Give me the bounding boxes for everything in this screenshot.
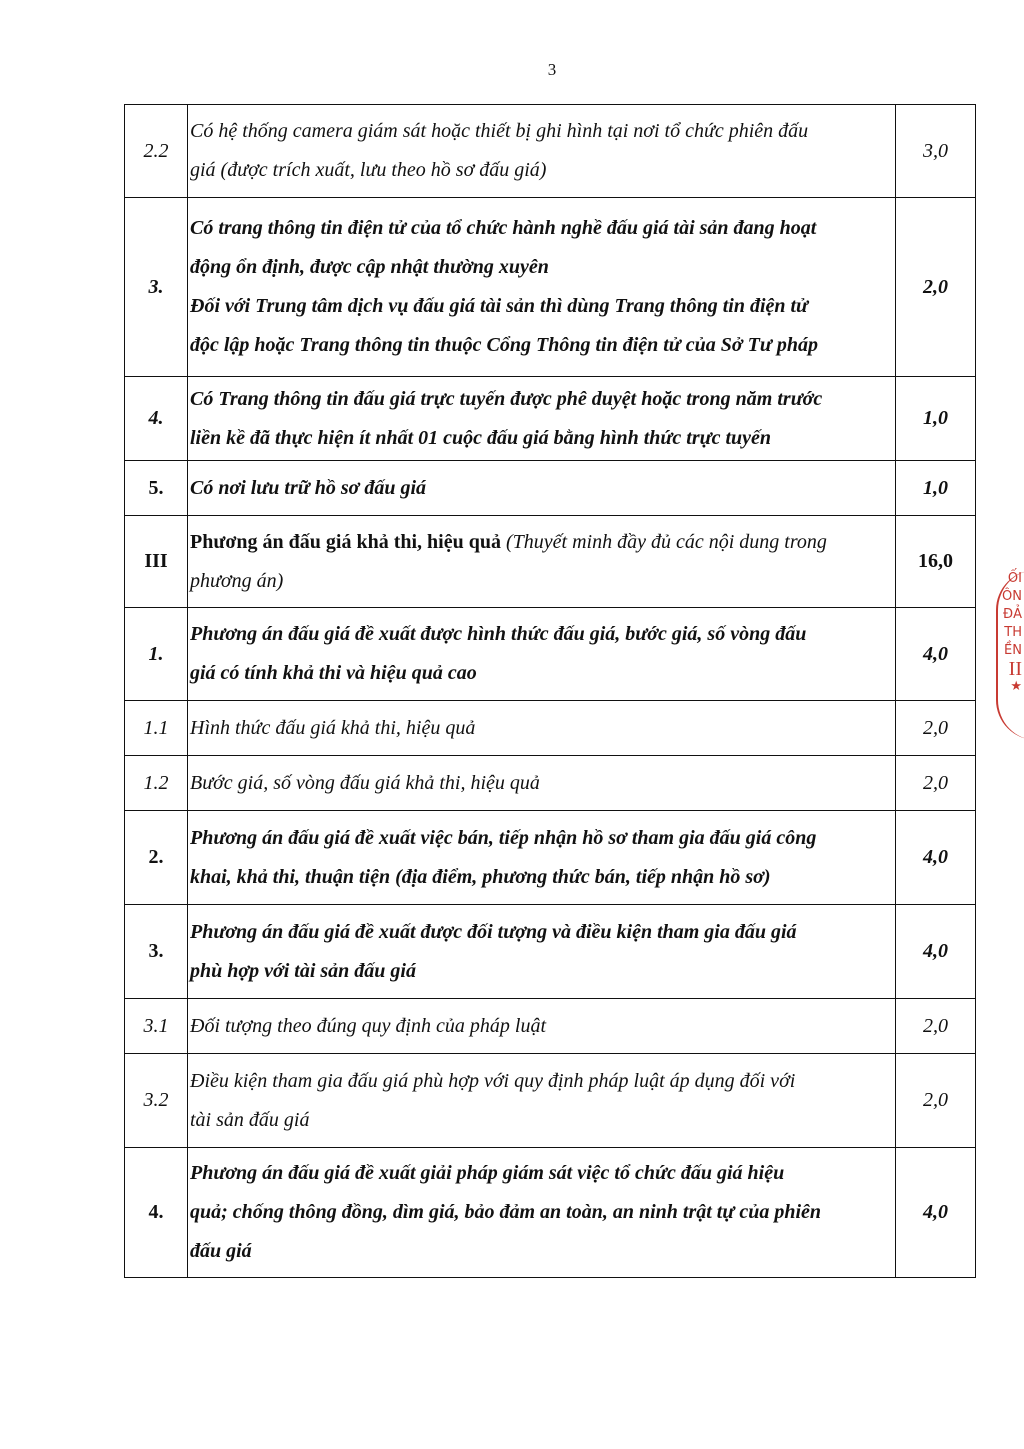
content-italic-text: phương án)	[190, 569, 284, 592]
table-row	[125, 756, 976, 811]
row-score: 4,0	[896, 608, 976, 701]
content-line: giá có tính khả thi và hiệu quả cao	[190, 662, 477, 684]
content-line: động ổn định, được cập nhật thường xuyên	[190, 256, 549, 278]
row-score: 1,0	[896, 461, 976, 516]
table-row	[125, 999, 976, 1054]
row-content	[188, 811, 896, 905]
row-content	[188, 756, 896, 811]
content-line: Phương án đấu giá đề xuất được hình thức đấu giá, bước giá, số vòng đấu	[190, 623, 807, 645]
row-score: 2,0	[896, 198, 976, 377]
row-content	[188, 999, 896, 1054]
content-line: Có trang thông tin điện tử của tổ chức hành nghề đấu giá tài sản đang hoạt	[190, 217, 817, 239]
content-line: Điều kiện tham gia đấu giá phù hợp với quy định pháp luật áp dụng đối với	[190, 1069, 796, 1092]
content-line: Phương án đấu giá đề xuất giải pháp giám sát việc tổ chức đấu giá hiệu	[190, 1162, 785, 1184]
table-row	[125, 905, 976, 999]
row-score: 2,0	[896, 999, 976, 1054]
content-line: liền kề đã thực hiện ít nhất 01 cuộc đấu giá bằng hình thức trực tuyến	[190, 426, 772, 449]
row-score: 1,0	[896, 377, 976, 461]
row-score: 2,0	[896, 756, 976, 811]
content-italic-text: (Thuyết minh đầy đủ các nội dung trong	[500, 530, 827, 553]
row-score: 16,0	[896, 516, 976, 608]
content-line: Hình thức đấu giá khả thi, hiệu quả	[190, 716, 476, 739]
content-line	[190, 523, 895, 562]
row-number: 1.	[125, 608, 188, 701]
content-line: tài sản đấu giá	[190, 1108, 310, 1131]
row-content	[188, 461, 896, 516]
content-line: Phương án đấu giá đề xuất việc bán, tiếp nhận hồ sơ tham gia đấu giá công	[190, 826, 817, 849]
row-number: 3.2	[125, 1054, 188, 1148]
content-line: Bước giá, số vòng đấu giá khả thi, hiệu quả	[190, 771, 540, 794]
row-number: III	[125, 516, 188, 608]
row-content	[188, 701, 896, 756]
stamp-text: ĐẢ	[1003, 607, 1022, 622]
table-row	[125, 701, 976, 756]
content-bold-text: Phương án đấu giá khả thi, hiệu quả	[190, 530, 501, 553]
row-number: 5.	[125, 461, 188, 516]
scoring-table	[124, 104, 976, 1278]
content-line: Có nơi lưu trữ hồ sơ đấu giá	[190, 476, 427, 499]
row-score: 4,0	[896, 811, 976, 905]
content-line	[190, 562, 895, 601]
red-stamp-fragment	[988, 570, 1024, 770]
row-content	[188, 1148, 896, 1278]
row-score: 2,0	[896, 701, 976, 756]
table-row	[125, 516, 976, 608]
content-line: khai, khả thi, thuận tiện (địa điểm, phương thức bán, tiếp nhận hồ sơ)	[190, 865, 771, 888]
content-line: Đối với Trung tâm dịch vụ đấu giá tài sản thì dùng Trang thông tin điện tử	[190, 295, 809, 317]
row-score: 4,0	[896, 1148, 976, 1278]
stamp-text: II	[1008, 658, 1022, 680]
row-content	[188, 608, 896, 701]
content-line: phù hợp với tài sản đấu giá	[190, 959, 416, 982]
row-score: 4,0	[896, 905, 976, 999]
row-content	[188, 1054, 896, 1148]
content-line: độc lập hoặc Trang thông tin thuộc Cổng Thông tin điện tử của Sở Tư pháp	[190, 334, 818, 356]
stamp-ring	[996, 570, 1024, 740]
table-row	[125, 811, 976, 905]
content-line: giá (được trích xuất, lưu theo hồ sơ đấu giá)	[190, 159, 547, 181]
table-row	[125, 1054, 976, 1148]
content-line: Có Trang thông tin đấu giá trực tuyến được phê duyệt hoặc trong năm trước	[190, 387, 823, 410]
row-number: 2.2	[125, 105, 188, 198]
row-number: 3.	[125, 905, 188, 999]
row-score: 2,0	[896, 1054, 976, 1148]
table-row	[125, 1148, 976, 1278]
row-number: 3.1	[125, 999, 188, 1054]
row-content	[188, 105, 896, 198]
row-number: 2.	[125, 811, 188, 905]
content-line: Phương án đấu giá đề xuất được đối tượng và điều kiện tham gia đấu giá	[190, 920, 797, 943]
page-number: 3	[547, 60, 557, 79]
stamp-text: ÔN	[1002, 589, 1022, 604]
row-number: 4.	[125, 377, 188, 461]
row-score: 3,0	[896, 105, 976, 198]
row-content	[188, 516, 896, 608]
row-content	[188, 377, 896, 461]
table-row	[125, 377, 976, 461]
row-number: 1.1	[125, 701, 188, 756]
stamp-text: ỐI	[1007, 571, 1022, 586]
row-number: 1.2	[125, 756, 188, 811]
content-line: Đối tượng theo đúng quy định của pháp luật	[190, 1014, 546, 1037]
row-number: 3.	[125, 198, 188, 377]
stamp-text: TH	[1004, 625, 1022, 640]
row-content	[188, 905, 896, 999]
stamp-star-icon: ★	[1010, 679, 1022, 694]
row-number: 4.	[125, 1148, 188, 1278]
table-row	[125, 198, 976, 377]
row-content	[188, 198, 896, 377]
table-row	[125, 105, 976, 198]
table-row	[125, 461, 976, 516]
table-row	[125, 608, 976, 701]
content-line: Có hệ thống camera giám sát hoặc thiết bị ghi hình tại nơi tổ chức phiên đấu	[190, 120, 809, 142]
content-line: quả; chống thông đồng, dìm giá, bảo đảm an toàn, an ninh trật tự của phiên	[190, 1201, 822, 1223]
stamp-text: ỀN	[1004, 643, 1022, 658]
content-line: đấu giá	[190, 1240, 252, 1262]
